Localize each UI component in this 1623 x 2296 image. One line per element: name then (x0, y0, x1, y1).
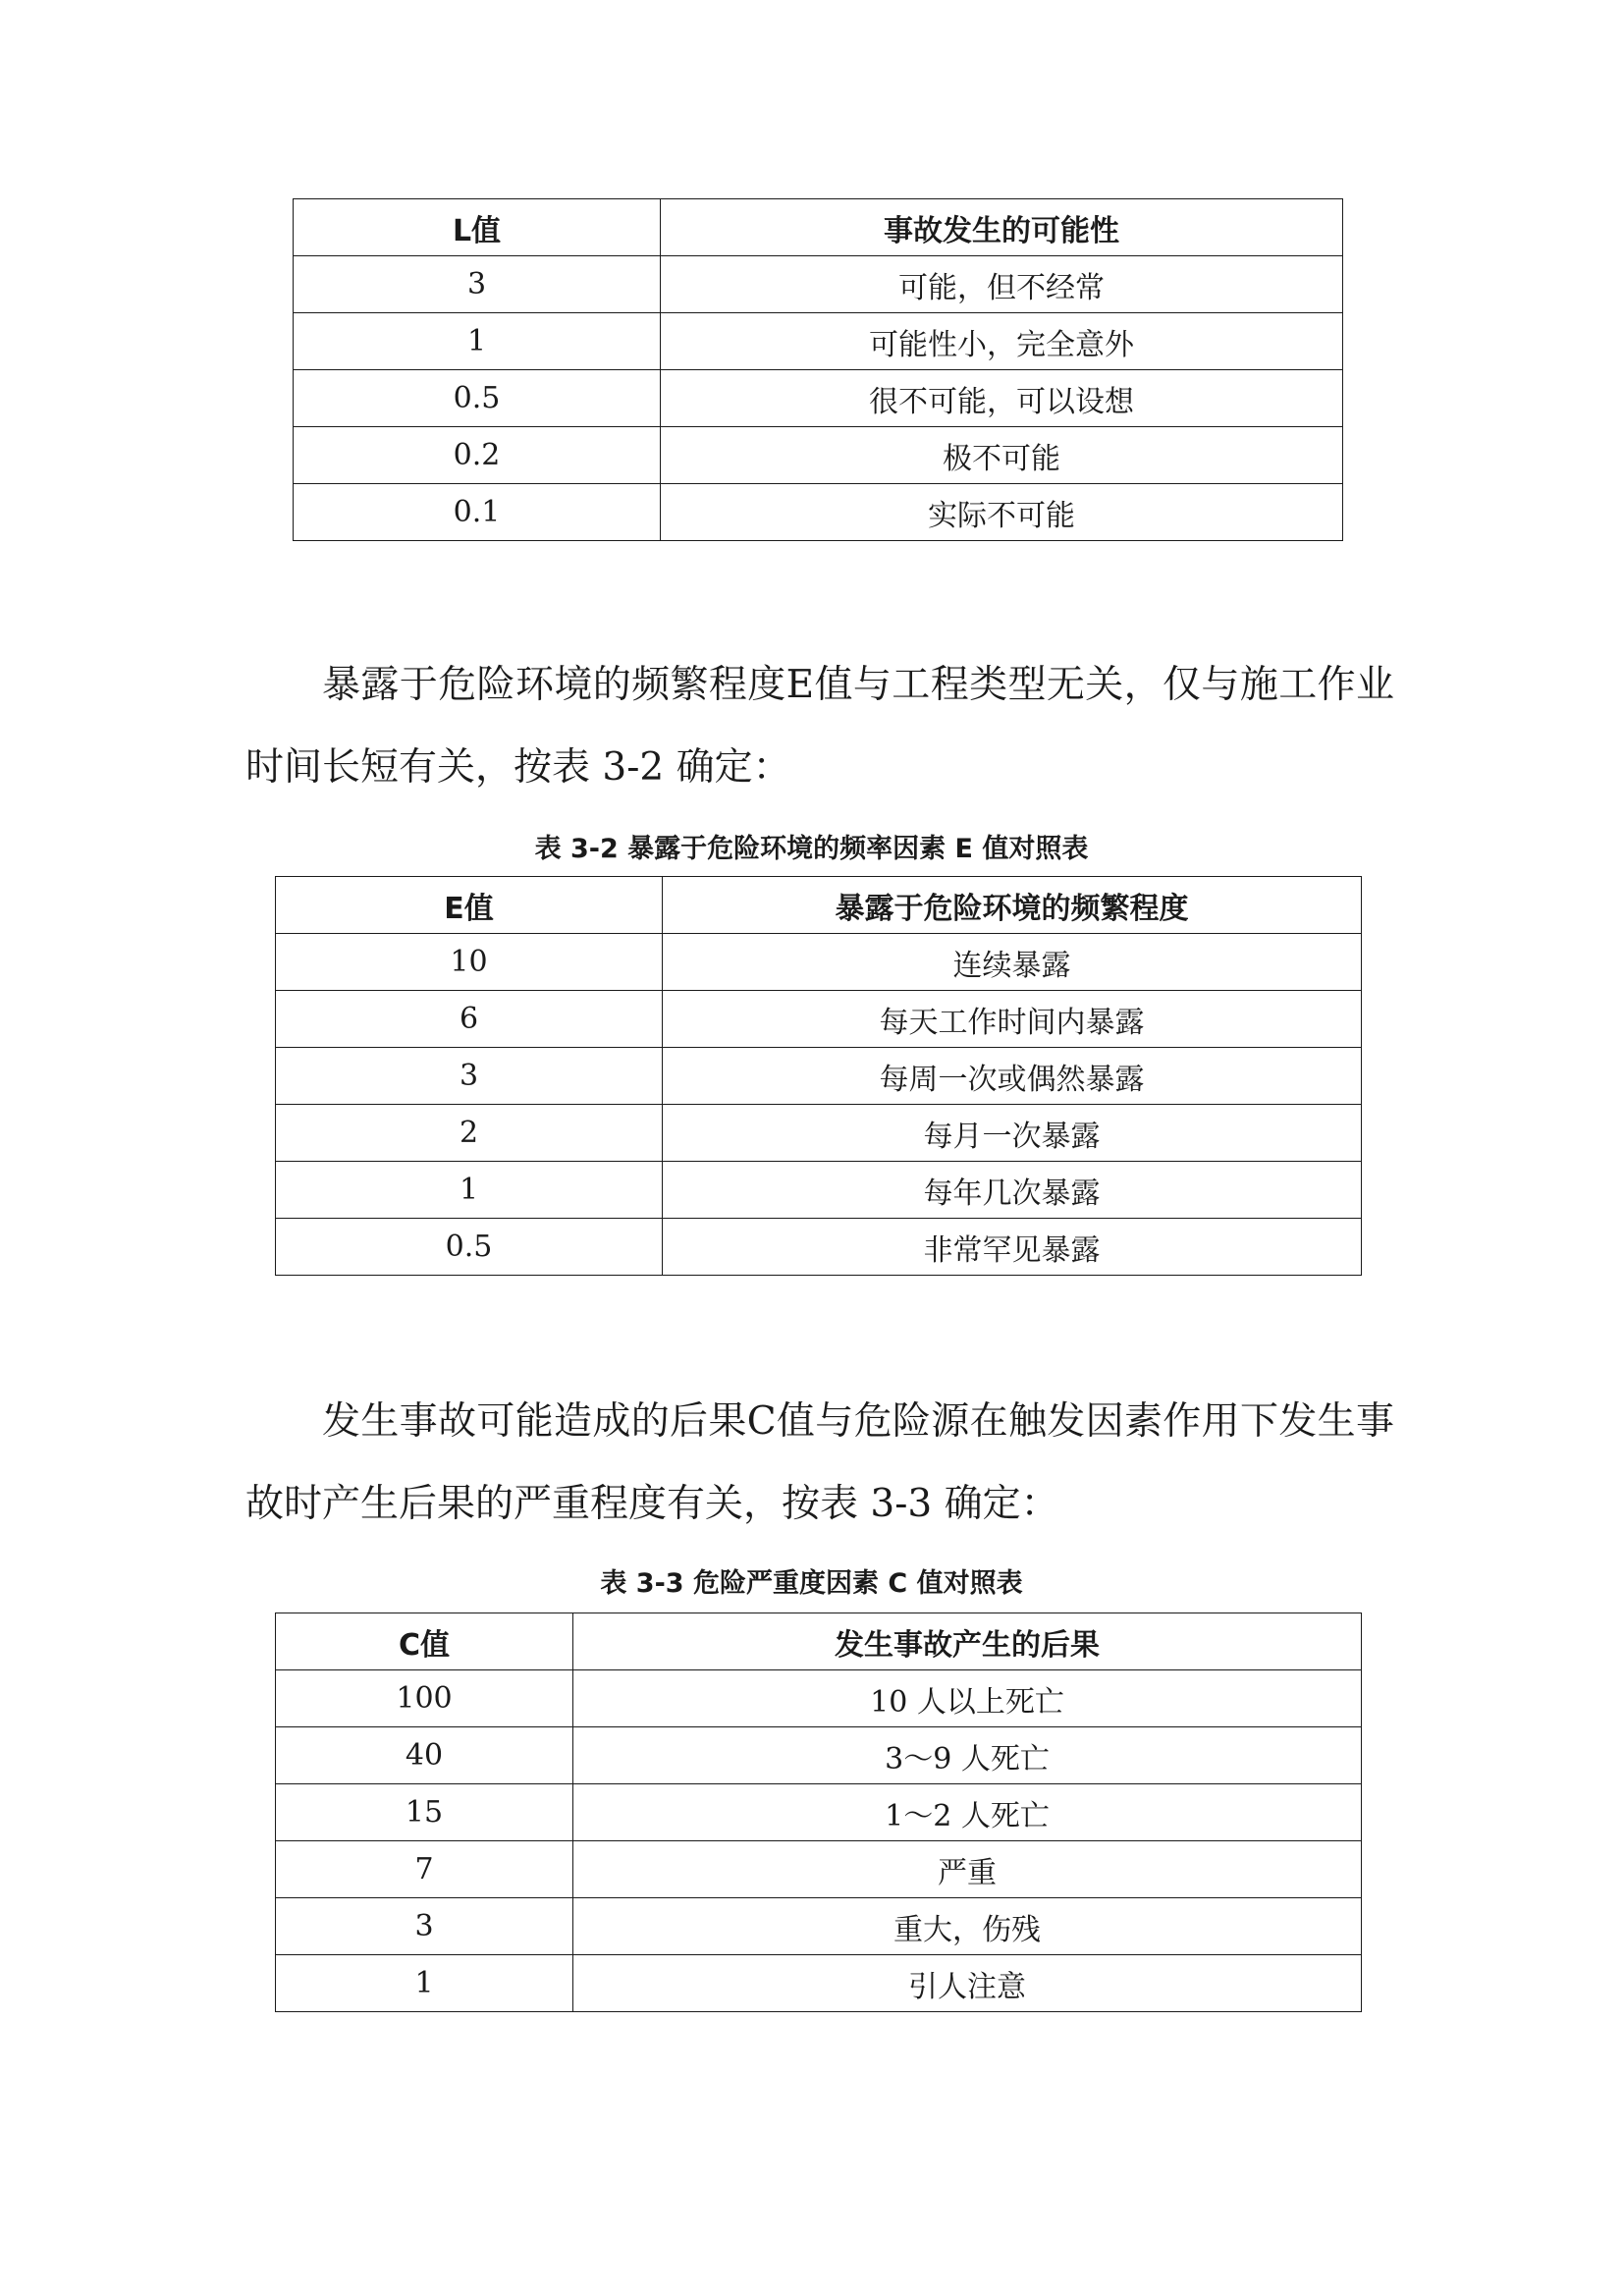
l-value-cell: 3 (294, 256, 661, 313)
exposure-cell: 连续暴露 (663, 934, 1362, 991)
table-caption-exposure: 表 3-2 暴露于危险环境的频率因素 E 值对照表 (534, 834, 1089, 864)
consequence-cell: 3～9 人死亡 (573, 1727, 1362, 1784)
e-value-cell: 3 (276, 1048, 663, 1105)
table-row (276, 1162, 1362, 1219)
exposure-cell: 非常罕见暴露 (663, 1219, 1362, 1276)
body-paragraph-exposure: 暴露于危险环境的频繁程度E值与工程类型无关，仅与施工作业时间长短有关，按表 3-2 确定： (245, 663, 1394, 790)
l-value-cell: 0.1 (294, 484, 661, 541)
likelihood-cell: 实际不可能 (661, 484, 1343, 541)
consequence-cell: 引人注意 (573, 1955, 1362, 2012)
e-value-cell: 1 (276, 1162, 663, 1219)
likelihood-table (293, 198, 1343, 541)
table-caption-consequence: 表 3-3 危险严重度因素 C 值对照表 (600, 1568, 1023, 1599)
table-row (276, 934, 1362, 991)
table-row (294, 427, 1343, 484)
table-row (294, 256, 1343, 313)
table-row (276, 1784, 1362, 1841)
c-value-cell: 100 (276, 1670, 573, 1727)
table-row (294, 484, 1343, 541)
exposure-table (275, 876, 1362, 1276)
e-value-cell: 10 (276, 934, 663, 991)
exposure-cell: 每天工作时间内暴露 (663, 991, 1362, 1048)
exposure-cell: 每年几次暴露 (663, 1162, 1362, 1219)
table-row (276, 1955, 1362, 2012)
table-row (294, 370, 1343, 427)
c-value-cell: 1 (276, 1955, 573, 2012)
likelihood-cell: 极不可能 (661, 427, 1343, 484)
l-value-cell: 0.2 (294, 427, 661, 484)
likelihood-cell: 可能性小，完全意外 (661, 313, 1343, 370)
c-value-cell: 7 (276, 1841, 573, 1898)
column-header-l-value: L值 (294, 199, 661, 256)
consequence-cell: 重大，伤残 (573, 1898, 1362, 1955)
consequence-cell: 1～2 人死亡 (573, 1784, 1362, 1841)
e-value-cell: 2 (276, 1105, 663, 1162)
exposure-cell: 每周一次或偶然暴露 (663, 1048, 1362, 1105)
table-header-row (294, 199, 1343, 256)
l-value-cell: 0.5 (294, 370, 661, 427)
e-value-cell: 6 (276, 991, 663, 1048)
table-row (276, 1105, 1362, 1162)
column-header-e-value: E值 (276, 877, 663, 934)
table-row (276, 1727, 1362, 1784)
l-value-cell: 1 (294, 313, 661, 370)
e-value-cell: 0.5 (276, 1219, 663, 1276)
table-row (294, 313, 1343, 370)
consequence-table (275, 1613, 1362, 2012)
likelihood-cell: 可能，但不经常 (661, 256, 1343, 313)
c-value-cell: 15 (276, 1784, 573, 1841)
consequence-cell: 10 人以上死亡 (573, 1670, 1362, 1727)
c-value-cell: 3 (276, 1898, 573, 1955)
table-row (276, 991, 1362, 1048)
table-header-row (276, 1613, 1362, 1670)
column-header-likelihood: 事故发生的可能性 (661, 199, 1343, 256)
c-value-cell: 40 (276, 1727, 573, 1784)
column-header-consequence: 发生事故产生的后果 (573, 1613, 1362, 1670)
likelihood-cell: 很不可能，可以设想 (661, 370, 1343, 427)
table-header-row (276, 877, 1362, 934)
table-row (276, 1841, 1362, 1898)
table-row (276, 1219, 1362, 1276)
exposure-cell: 每月一次暴露 (663, 1105, 1362, 1162)
table-row (276, 1898, 1362, 1955)
column-header-exposure-frequency: 暴露于危险环境的频繁程度 (663, 877, 1362, 934)
consequence-cell: 严重 (573, 1841, 1362, 1898)
table-row (276, 1670, 1362, 1727)
table-row (276, 1048, 1362, 1105)
body-paragraph-consequence: 发生事故可能造成的后果C值与危险源在触发因素作用下发生事故时产生后果的严重程度有关，按表 3-3 确定： (245, 1399, 1394, 1526)
column-header-c-value: C值 (276, 1613, 573, 1670)
